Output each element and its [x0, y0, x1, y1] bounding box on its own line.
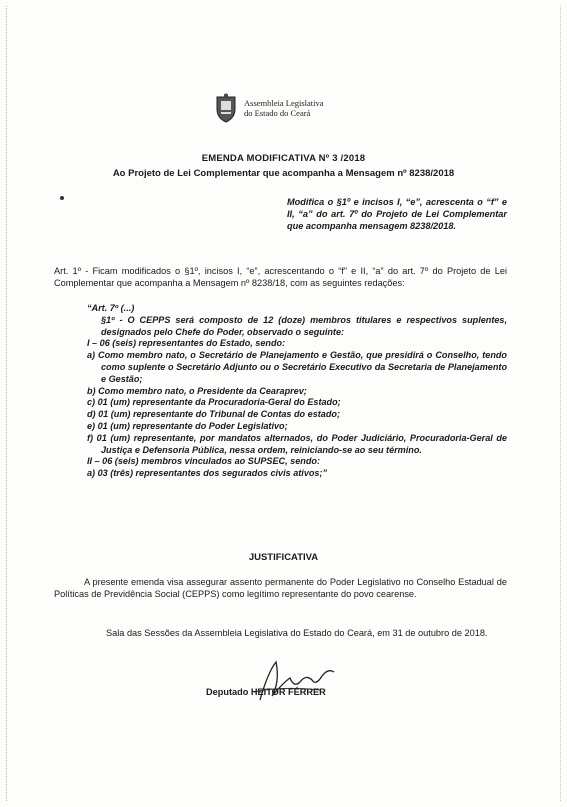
organization-name: [244, 98, 324, 118]
item-a: a) Como membro nato, o Secretário de Planejamento e Gestão, que presidirá o Conselho, tendo como suplente o Secretário Adjunto ou o Secretário Executivo da Secretaria de Planejamento e Gestão;: [87, 350, 507, 384]
item-f: f) 01 (um) representante, por mandatos alternados, do Poder Judiciário, Procuradoria-Geral de Justiça e Defensoria Pública, nessa ordem, reiniciando-se ao seu término.: [87, 432, 507, 455]
art7-heading: “Art. 7º (...): [87, 303, 135, 313]
justificativa-heading: JUSTIFICATIVA: [248, 552, 319, 563]
amended-text-block: [87, 303, 507, 480]
document-title: EMENDA MODIFICATIVA Nº 3 /2018: [201, 153, 366, 164]
signer-name: Deputado HEITOR FÉRRER: [206, 687, 326, 697]
item-c: c) 01 (um) representante da Procuradoria-Geral do Estado;: [87, 397, 341, 408]
ementa-summary: Modifica o §1º e incisos I, “e”, acrescenta o “f” e II, “a” do art. 7º do Projeto de Lei Complementar que acompanha mensagem 8238/2018.: [287, 197, 507, 232]
document-subtitle: Ao Projeto de Lei Complementar que acompanha a Mensagem nº 8238/2018: [112, 168, 455, 179]
paragraph-1: §1º - O CEPPS será composto de 12 (doze) membros titulares e respectivos suplentes, designados pelo Chefe do Poder, observado o seguinte:: [101, 314, 507, 337]
org-line-2: do Estado do Ceará: [244, 108, 311, 118]
item-b: b) Como membro nato, o Presidente da Cearaprev;: [87, 385, 307, 396]
session-location-date: Sala das Sessões da Assembleia Legislativa do Estado do Ceará, em 31 de outubro de 2018.: [106, 628, 488, 638]
item-d: d) 01 (um) representante do Tribunal de Contas do estado;: [87, 409, 340, 420]
article-1-text: Art. 1º - Ficam modificados o §1º, incisos I, “e”, acrescentando o “f” e II, “a” do art. 7º do Projeto de Lei Complementar que acompanha a Mensagem nº 8238/18, com as seguintes redações:: [54, 266, 507, 289]
justificativa-text: A presente emenda visa assegurar assento permanente do Poder Legislativo no Conselho Estadual de Políticas de Previdência Social (CEPPS) como legítimo representante do povo cearense.: [54, 577, 507, 600]
margin-dot: [60, 196, 64, 200]
handwritten-signature: [250, 652, 340, 712]
item-e: e) 01 (um) representante do Poder Legislativo;: [87, 420, 288, 431]
inciso-2: II – 06 (seis) membros vinculados ao SUPSEC, sendo:: [87, 456, 320, 467]
assembly-logo: [214, 92, 374, 124]
crest-icon: [214, 93, 238, 123]
org-line-1: Assembleia Legislativa: [244, 98, 324, 108]
inciso-1: I – 06 (seis) representantes do Estado, sendo:: [87, 338, 286, 349]
item-ii-a: a) 03 (três) representantes dos segurados civis ativos;”: [87, 468, 328, 479]
